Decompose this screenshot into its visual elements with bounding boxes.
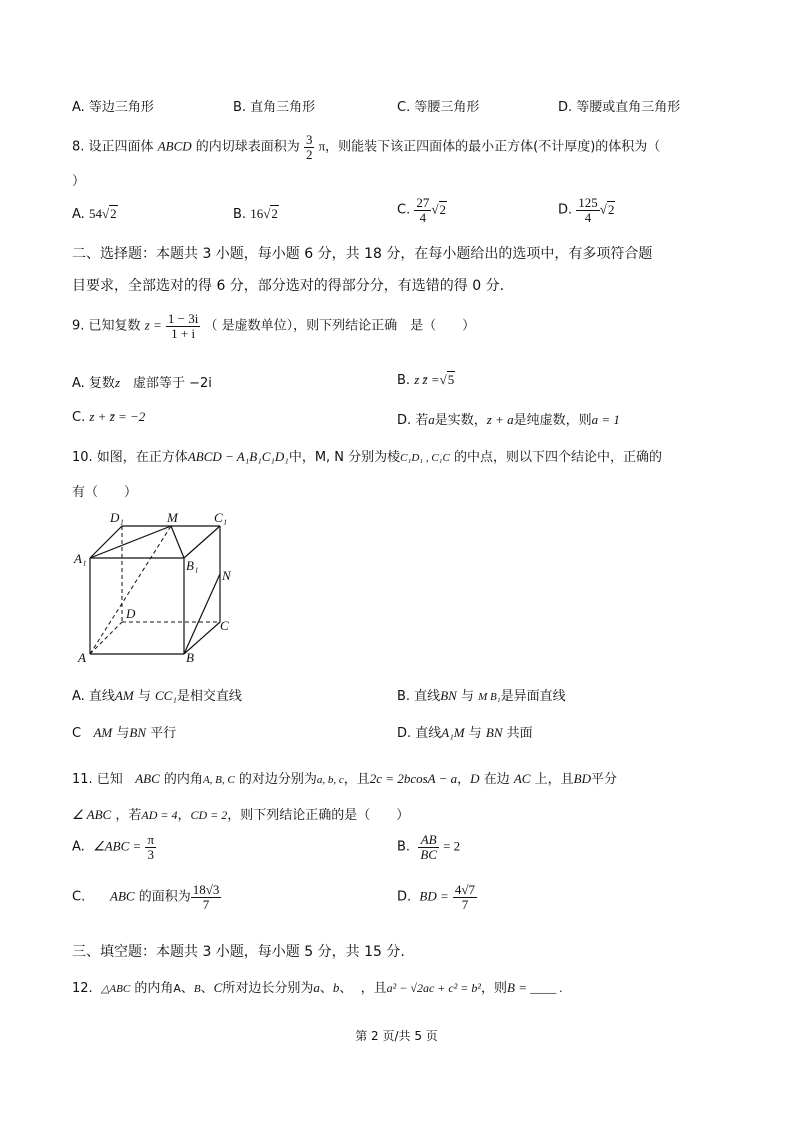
q7-option-d: D. 等腰或直角三角形 [558,100,681,115]
q12-stem: 12. △ABC 的内角A、B、C所对边长分别为a、b、 ，且a² − √2ac + c² = b²，则B = ____ . [72,980,563,996]
edge-a1d1 [90,526,122,558]
label-d: D [126,606,136,621]
page-number: 第 2 页/共 5 页 [355,1029,438,1043]
q9-option-c: C. z + z̄ = −2 [72,409,146,425]
q8-option-c: C. $\frac{27}{4}$ √2 [397,195,446,225]
q10-stem-line2: 有（ ） [72,485,138,500]
q9-option-a: A. 复数z 虚部等于 −2i [72,375,212,391]
q8-option-d: D. $\frac{125}{4}$ √2 [558,195,615,225]
q9-option-b: B. z z̄ =√5 [397,372,455,388]
section2-heading-line1: 二、选择题：本题共 3 小题，每小题 6 分，共 18 分，在每小题给出的选项中，有多项符合题 [72,246,653,262]
q10-option-a: A. 直线AM 与 CC₁是相交直线 [72,688,242,704]
label-b1: B₁ [186,558,199,573]
segment-a1m [90,526,171,558]
edge-b1c1 [184,526,220,558]
segment-bn [184,574,220,654]
q8-stem-close: ） [72,174,86,189]
label-m: M [167,510,178,525]
label-a: A [78,650,86,665]
q8-stem: 8. 设正四面体 ABCD 的内切球表面积为 $\frac{3}{2}$ π，则能装下该正四面体的最小正方体(不计厚度)的体积为（ [72,132,661,162]
edge-ad-hidden [90,622,122,654]
q7-option-b: B. 直角三角形 [233,100,316,115]
q9-option-d: D. 若a是实数，z + a是纯虚数，则a = 1 [397,412,620,428]
q9-stem: 9. 已知复数 z = $\frac{1 - 3i}{1 + i}$ （ 是虚数单位），则下列结论正确 是（ ） [72,311,476,341]
q7-option-a: A. 等边三角形 [72,100,154,115]
q11-option-c: C. ABC 的面积为 $\frac{18√3}{7}$ [72,882,220,912]
q11-option-a: A. ∠ABC = $\frac{\pi}{3}$ [72,832,155,862]
q10-stem: 10. 如图，在正方体ABCD − A₁B₁C₁D₁中，M, N 分别为棱C₁D₁ , C₁C 的中点，则以下四个结论中，正确的 [72,449,662,465]
label-d1: D₁ [110,510,124,525]
label-b: B [186,650,194,665]
label-c1: C₁ [214,510,228,525]
q10-option-c: C AM 与BN 平行 [72,725,177,741]
label-n: N [222,568,231,583]
label-c: C [220,618,229,633]
q10-option-d: D. 直线A₁M 与 BN 共面 [397,725,533,741]
cube-figure [72,508,242,666]
q11-stem: 11. 已知 ABC 的内角A, B, C 的对边分别为a, b, c，且2c = 2bcosA − a，D 在边 AC 上，且BD平分 [72,771,617,787]
q11-option-b: B. $\frac{AB}{BC}$ = 2 [397,832,461,862]
label-a1: A₁ [74,551,87,566]
q8-option-b: B. 16√2 [233,206,278,222]
q11-stem-line2: ∠ ABC ，若AD = 4，CD = 2，则下列结论正确的是（ ） [72,807,410,823]
q8-fraction: $\frac{3}{2}$ [305,132,313,162]
q7-option-c: C. 等腰三角形 [397,100,480,115]
q11-option-d: D. BD = $\frac{4√7}{7}$ [397,882,476,912]
segment-b1m [171,526,184,558]
q8-option-a: A. 54√2 [72,206,117,222]
section3-heading: 三、填空题：本题共 3 小题，每小题 5 分，共 15 分. [72,944,405,960]
section2-heading-line2: 目要求，全部选对的得 6 分，部分选对的得部分分，有选错的得 0 分. [72,278,505,294]
q10-option-b: B. 直线BN 与 M B₁是异面直线 [397,688,566,704]
